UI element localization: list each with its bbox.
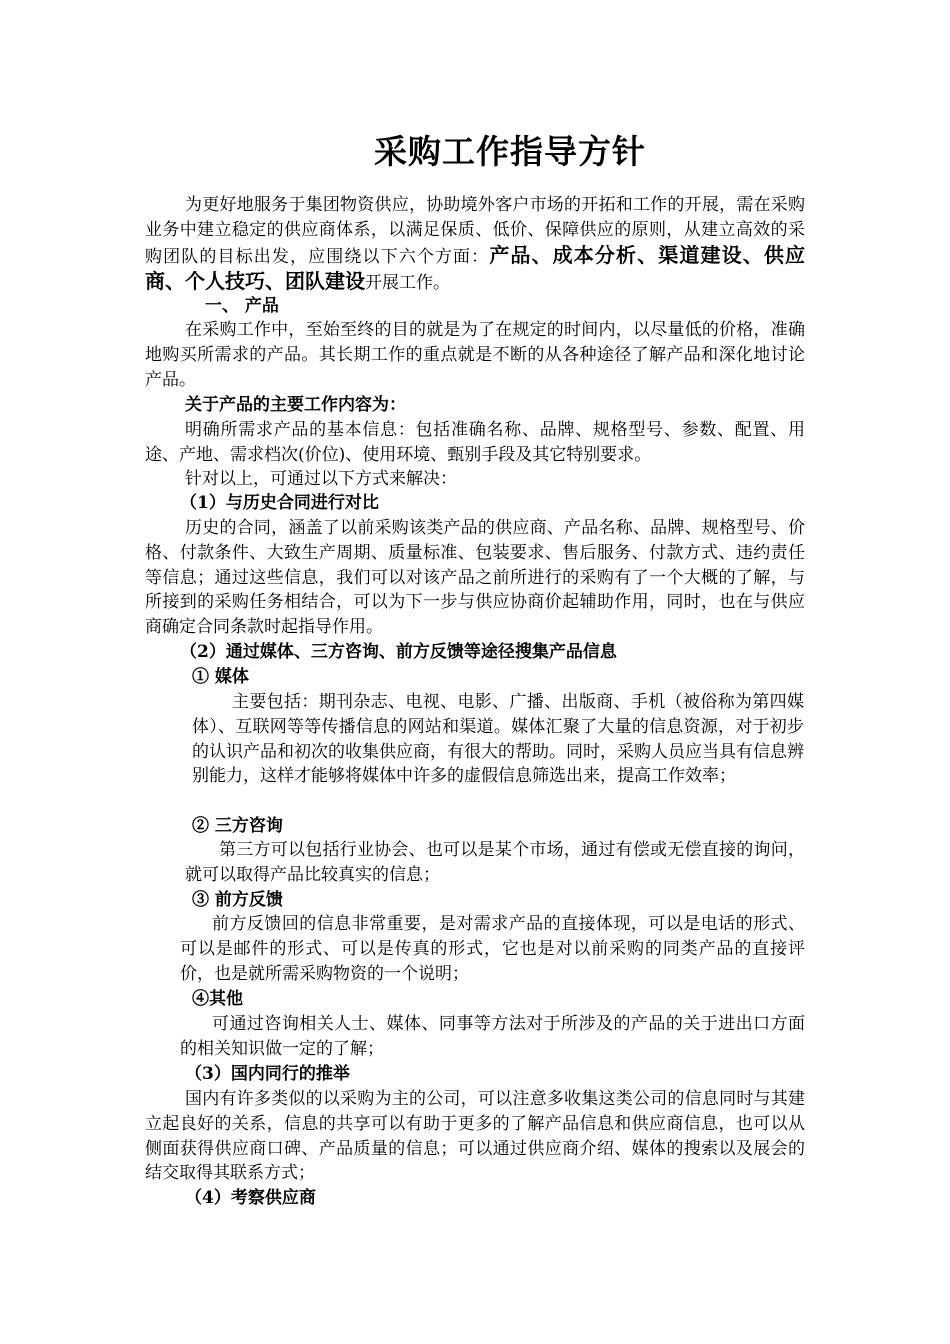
feedback-paragraph: 前方反馈回的信息非常重要，是对需求产品的直接体现，可以是电话的形式、可以是邮件的形式、可以是传真的形式，它也是对以前采购的同类产品的直接评价，也是就所需采购物资的一个说明； bbox=[180, 914, 805, 984]
main-work-paragraph: 明确所需求产品的基本信息：包括准确名称、品牌、规格型号、参数、配置、用途、产地、需求档次(价位)、使用环境、甄别手段及其它特别要求。 bbox=[145, 420, 805, 465]
page-title: 采购工作指导方针 bbox=[374, 132, 646, 171]
item3-heading: （3）国内同行的推举 bbox=[185, 1064, 350, 1084]
intro-text-end: 开展工作。 bbox=[365, 273, 450, 294]
consult-paragraph: 第三方可以包括行业协会、也可以是某个市场，通过有偿或无偿直接的询问，就可以取得产品比较真实的信息； bbox=[185, 840, 805, 885]
intro-highlight: 产品、成本分析、渠道建设、供应商、个人技巧、团队建设 bbox=[145, 242, 806, 294]
item1-heading: （1）与历史合同进行对比 bbox=[180, 493, 379, 513]
item2-heading: （2）通过媒体、三方咨询、前方反馈等途径搜集产品信息 bbox=[180, 642, 617, 662]
item3-paragraph: 国内有许多类似的以采购为主的公司，可以注意多收集这类公司的信息同时与其建立起良好的关系，信息的共享可以有助于更多的了解产品信息和供应商信息，也可以从侧面获得供应商口碑、产品质量的信息；可以通过供应商介绍、媒体的搜索以及展会的结交取得其联系方式； bbox=[145, 1089, 805, 1184]
intro-text: 为更好地服务于集团物资供应，协助境外客户市场的开拓和工作的开展，需在采购业务中建立稳定的供应商体系，以满足保质、低价、保障供应的原则，从建立高效的采购团队的目标出发，应围绕以下六个方面： bbox=[145, 195, 805, 267]
item1-paragraph: 历史的合同，涵盖了以前采购该类产品的供应商、产品名称、品牌、规格型号、价格、付款条件、大致生产周期、质量标准、包装要求、售后服务、付款方式、违约责任等信息；通过这些信息，我们可以对该产品之前所进行的采购有了一个大概的了解，与所接到的采购任务相结合，可以为下一步与供应协商价起辅助作用，同时，也在与供应商确定合同条款时起指导作用。 bbox=[145, 518, 805, 638]
feedback-heading: ③ 前方反馈 bbox=[192, 890, 283, 910]
section1-heading: 一、 产品 bbox=[205, 296, 279, 316]
media-paragraph: 主要包括：期刊杂志、电视、电影、广播、出版商、手机（被俗称为第四媒体）、互联网等等传播信息的网站和渠道。媒体汇聚了大量的信息资源，对于初步的认识产品和初次的收集供应商，有很大的帮助。同时，采购人员应当具有信息辨别能力，这样才能够将媒体中许多的虚假信息筛选出来，提高工作效率； bbox=[192, 692, 804, 787]
media-heading: ① 媒体 bbox=[192, 667, 249, 687]
consult-heading: ② 三方咨询 bbox=[192, 816, 283, 836]
other-paragraph: 可通过咨询相关人士、媒体、同事等方法对于所涉及的产品的关于进出口方面的相关知识做一定的了解； bbox=[180, 1014, 805, 1059]
intro-paragraph bbox=[145, 193, 805, 296]
item4-heading: （4）考察供应商 bbox=[185, 1188, 316, 1208]
other-heading: ④其他 bbox=[192, 989, 243, 1009]
approach-text: 针对以上，可通过以下方式来解决： bbox=[185, 469, 457, 489]
section1-paragraph: 在采购工作中，至始至终的目的就是为了在规定的时间内，以尽量低的价格，准确地购买所需求的产品。其长期工作的重点就是不断的从各种途径了解产品和深化地讨论产品。 bbox=[145, 320, 805, 390]
main-work-heading: 关于产品的主要工作内容为： bbox=[185, 395, 406, 415]
